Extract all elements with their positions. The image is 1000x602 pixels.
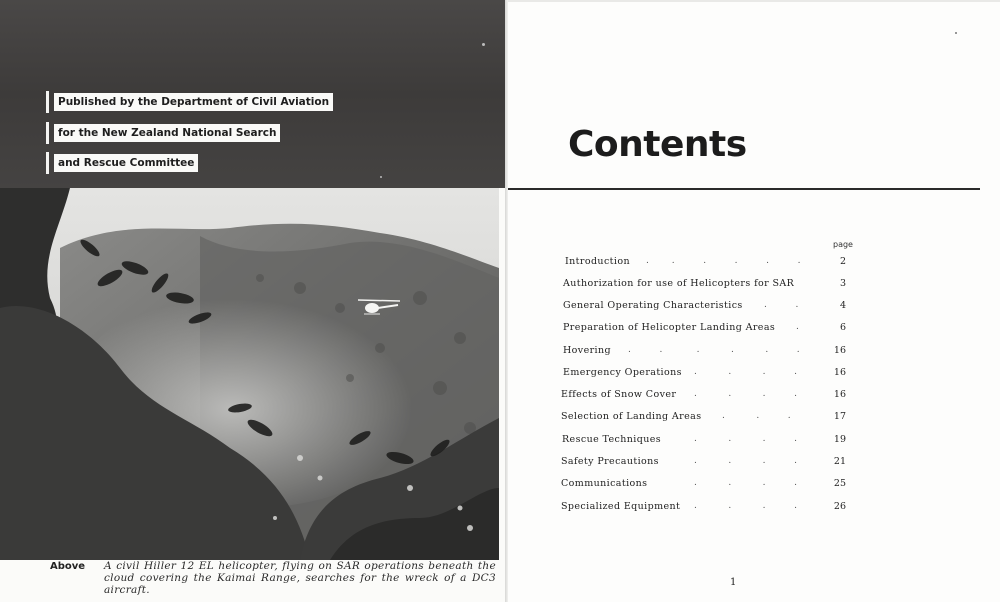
toc-entry-title: Authorization for use of Helicopters for SAR xyxy=(563,278,795,289)
caption-label: Above xyxy=(50,561,86,572)
toc-entry-page: 17 xyxy=(833,411,846,422)
title-rule xyxy=(508,188,980,190)
toc-entry-page: 2 xyxy=(839,256,846,267)
toc-entry[interactable] xyxy=(508,478,1000,494)
leader-dots: . . . . xyxy=(694,434,797,444)
toc-entry-page: 4 xyxy=(839,300,846,311)
publisher-line-3: and Rescue Committee xyxy=(54,154,198,172)
toc-entry-page: 16 xyxy=(833,389,846,400)
toc-entry[interactable] xyxy=(508,345,1000,361)
helicopter-photo-image xyxy=(0,188,499,560)
toc-entry-page: 25 xyxy=(833,478,846,489)
toc-entry[interactable] xyxy=(508,322,1000,338)
toc-entry[interactable] xyxy=(508,300,1000,316)
toc-entry[interactable] xyxy=(508,278,1000,294)
page-number: 1 xyxy=(730,577,737,588)
toc-entry-title: Emergency Operations xyxy=(563,367,682,378)
toc-entry-page: 19 xyxy=(833,434,846,445)
publisher-bar xyxy=(46,152,49,174)
contents-title: Contents xyxy=(568,124,747,165)
publisher-line-1: Published by the Department of Civil Aviation xyxy=(54,93,333,111)
speck xyxy=(955,32,957,34)
toc-entry-title: Introduction xyxy=(565,256,630,267)
toc-entry-page: 16 xyxy=(833,367,846,378)
speck xyxy=(380,176,382,178)
toc-entry[interactable] xyxy=(508,389,1000,405)
toc-entry-page: 6 xyxy=(839,322,846,333)
publisher-bar xyxy=(46,122,49,144)
toc-entry[interactable] xyxy=(508,501,1000,517)
leader-dots: . . . . xyxy=(694,478,797,488)
leader-dots: . . . xyxy=(722,411,791,421)
leader-dots: . . . . . . xyxy=(628,345,800,355)
toc-entry-page: 21 xyxy=(833,456,846,467)
speck xyxy=(482,43,485,46)
toc-entry-title: Communications xyxy=(561,478,648,489)
right-page xyxy=(508,2,1000,602)
page-column-header: page xyxy=(833,240,853,249)
toc-entry-title: Selection of Landing Areas xyxy=(561,411,702,422)
toc-entry[interactable] xyxy=(508,256,1000,272)
toc-entry[interactable] xyxy=(508,434,1000,450)
toc-entry-title: Specialized Equipment xyxy=(561,501,681,512)
toc-entry-page: 3 xyxy=(839,278,846,289)
publisher-bar xyxy=(46,91,49,113)
toc-entry-page: 16 xyxy=(833,345,846,356)
toc-entry-title: Safety Precautions xyxy=(561,456,659,467)
helicopter-photo xyxy=(0,188,499,560)
toc-entry-title: Hovering xyxy=(563,345,611,356)
publisher-line-2: for the New Zealand National Search xyxy=(54,124,280,142)
leader-dots: . . . . xyxy=(694,389,797,399)
toc-entry-title: Rescue Techniques xyxy=(562,434,662,445)
toc-entry-title: General Operating Characteristics xyxy=(563,300,743,311)
toc-entry[interactable] xyxy=(508,456,1000,472)
toc-entry-page: 26 xyxy=(833,501,846,512)
caption-text: A civil Hiller 12 EL helicopter, flying on SAR operations beneath the cloud covering the Kaimai Range, searches for the wreck of a DC3 aircraft. xyxy=(104,560,496,596)
toc-entry[interactable] xyxy=(508,367,1000,383)
leader-dots: . . . . . . xyxy=(646,256,801,266)
toc-entry-title: Preparation of Helicopter Landing Areas xyxy=(563,322,776,333)
leader-dots: . . xyxy=(764,300,799,310)
toc-entry-title: Effects of Snow Cover xyxy=(561,389,677,400)
leader-dots: . xyxy=(796,322,799,332)
leader-dots: . . . . xyxy=(694,367,797,377)
header-band xyxy=(0,0,505,188)
leader-dots: . . . . xyxy=(694,501,797,511)
toc-entry[interactable] xyxy=(508,411,1000,427)
leader-dots: . . . . xyxy=(694,456,797,466)
